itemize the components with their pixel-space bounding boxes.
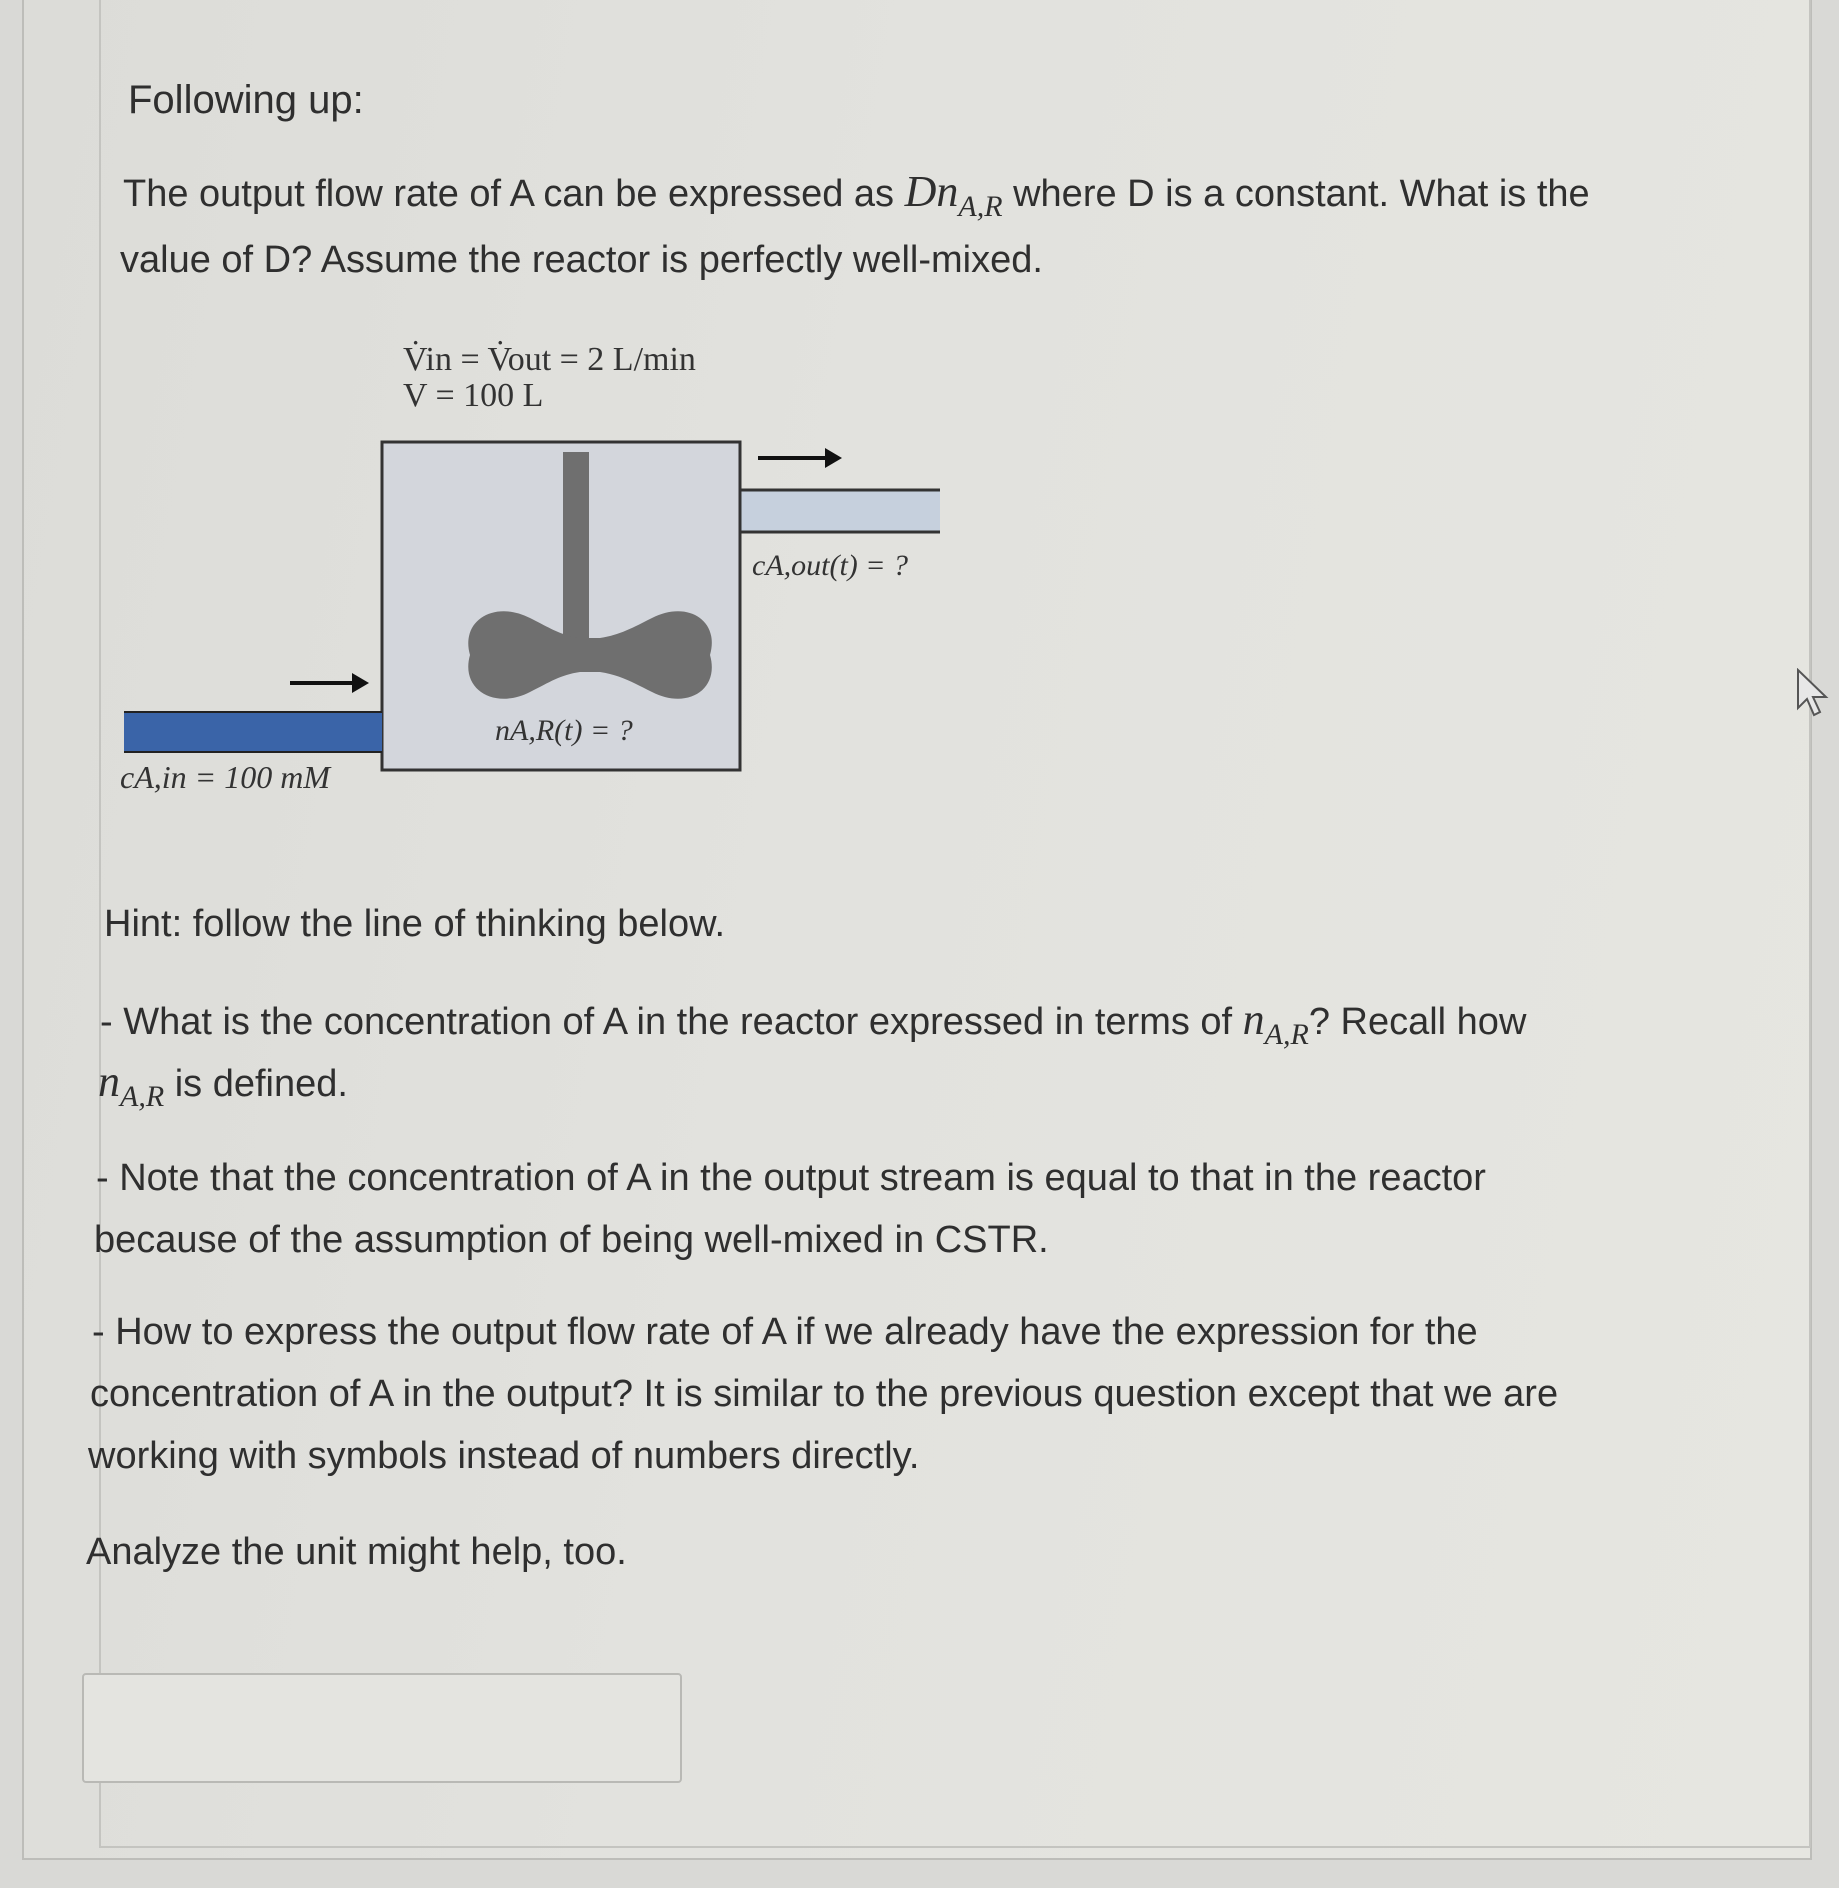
answer-input[interactable]: [82, 1673, 682, 1783]
hint-1-text-a: - What is the concentration of A in the reactor expressed in terms of: [100, 1001, 1243, 1043]
hint-3-line-1: - How to express the output flow rate of A if we already have the expression for the: [92, 1311, 1478, 1353]
outlet-arrow-icon: [758, 448, 842, 468]
question-heading: Following up:: [128, 78, 364, 122]
hint-2-line-1: - Note that the concentration of A in the output stream is equal to that in the reactor: [96, 1157, 1486, 1199]
expression-dn: Dn: [904, 167, 959, 216]
hint-1-text-c: is defined.: [164, 1063, 348, 1105]
hint-1-line-2: [98, 1050, 1718, 1119]
n-reactor-label: nA,R(t) = ?: [495, 714, 633, 747]
hint-1-line-1: [100, 988, 1720, 1057]
hint-intro: Hint: follow the line of thinking below.: [104, 903, 726, 945]
hint-2-line-2: because of the assumption of being well-mixed in CSTR.: [94, 1219, 1049, 1261]
volume-label: V = 100 L: [403, 377, 544, 414]
hint-3-line-2: concentration of A in the output? It is similar to the previous question except that we are: [90, 1373, 1559, 1415]
question-text-b: where D is a constant. What is the: [1002, 173, 1590, 215]
outlet-pipe: [740, 490, 940, 532]
question-text-a: The output flow rate of A can be expressed as: [123, 173, 905, 215]
hint-3-line-3: working with symbols instead of numbers directly.: [88, 1435, 920, 1477]
flow-rate-label: V̇in = V̇out = 2 L/min: [403, 341, 696, 378]
mouse-cursor-icon: [1796, 668, 1830, 718]
hint-1-sub-2: A,R: [120, 1080, 165, 1113]
hint-1-symbol: n: [1242, 995, 1265, 1044]
cstr-diagram: [120, 330, 960, 810]
expression-sub: A,R: [958, 190, 1003, 223]
hint-1-sub: A,R: [1264, 1018, 1309, 1051]
hint-1-text-b: ? Recall how: [1308, 1001, 1527, 1043]
question-line-1: [123, 160, 1743, 229]
inlet-arrow-icon: [290, 673, 369, 693]
hint-closing: Analyze the unit might help, too.: [86, 1531, 627, 1573]
c-out-label: cA,out(t) = ?: [752, 549, 909, 582]
hint-1-symbol-2: n: [98, 1057, 120, 1106]
inlet-pipe: [124, 712, 382, 752]
c-in-label: cA,in = 100 mM: [120, 759, 330, 795]
question-line-2: value of D? Assume the reactor is perfectly well-mixed.: [120, 239, 1043, 281]
